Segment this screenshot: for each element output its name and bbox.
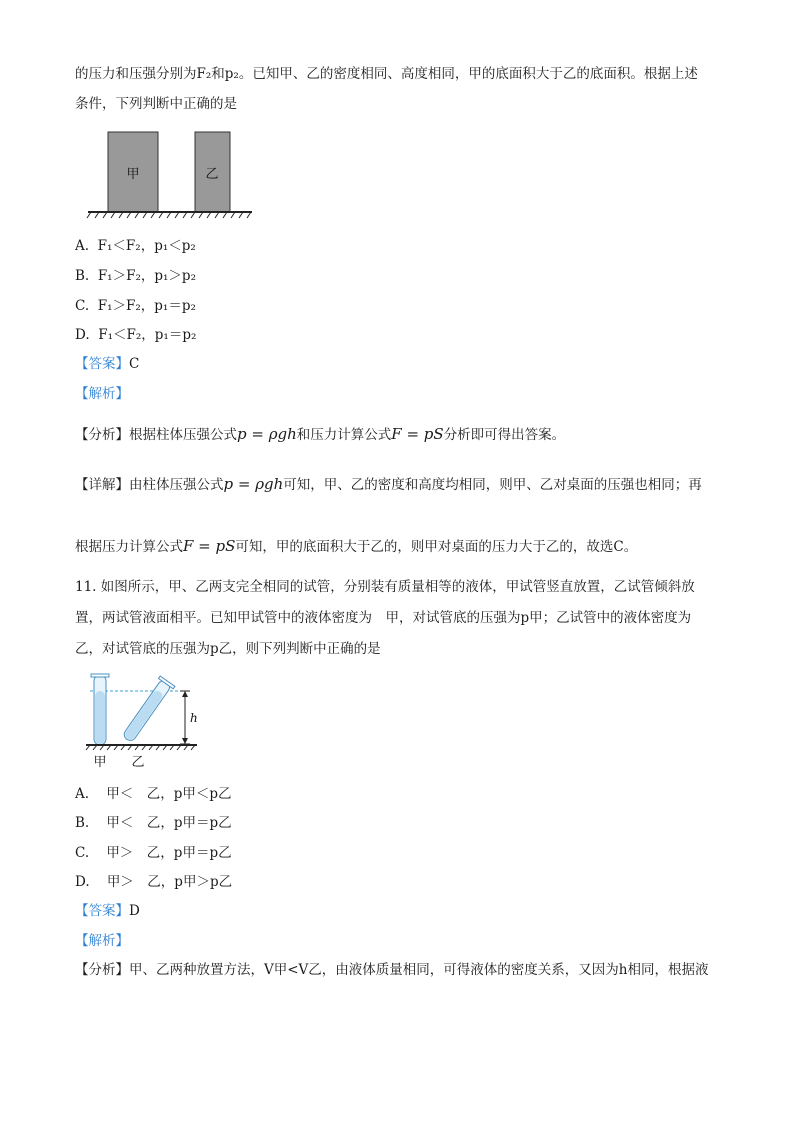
answer-tag: 【答案】 [75, 356, 129, 372]
answer-line [75, 901, 140, 921]
question-text-line: 条件，下列判断中正确的是 [75, 96, 237, 112]
question-11-line: 乙，对试管底的压强为p乙，则下列判断中正确的是 [75, 641, 381, 657]
question-11-line: 11. 如图所示，甲、乙两支完全相同的试管，分别装有质量相等的液体，甲试管竖直放置，乙试管倾斜放 [75, 579, 695, 595]
option-a: A. F₁＜F₂，p₁＜p₂ [75, 238, 196, 254]
fenxi-line: 【分析】根据柱体压强公式p = ρgh和压力计算公式F = pS分析即可得出答案。 [75, 425, 566, 443]
tube-label-jia: 甲 [93, 755, 107, 770]
test-tubes-figure [82, 670, 212, 770]
formula-pressure: p = ρgh [237, 425, 297, 443]
formula-pressure: p = ρgh [223, 475, 284, 493]
question-text-line: 的压力和压强分别为F₂和p₂。已知甲、乙的密度相同、高度相同，甲的底面积大于乙的底面积。根据上述 [75, 66, 698, 82]
detail-line-2: 根据压力计算公式F = pS可知，甲的底面积大于乙的，则甲对桌面的压力大于乙的，故选C。 [75, 537, 638, 555]
question-11-line: 置，两试管液面相平。已知甲试管中的液体密度为 甲，对试管底的压强为p甲；乙试管中的液体密度为 [75, 610, 692, 626]
detail-line: 【详解】由柱体压强公式p = ρgh可知，甲、乙的密度和高度均相同，则甲、乙对桌面的压强也相同；再 [75, 475, 702, 493]
answer-tag: 【答案】 [75, 903, 129, 919]
fenxi-line: 【分析】甲、乙两种放置方法，V甲<V乙，由液体质量相同，可得液体的密度关系，又因为h相同，根据液 [75, 962, 709, 978]
option-c: C. 甲＞ 乙，p甲＝p乙 [75, 845, 232, 861]
option-a: A. 甲＜ 乙，p甲＜p乙 [75, 786, 232, 802]
formula-force: F = pS [391, 425, 444, 443]
answer-value: C [129, 356, 140, 372]
option-b: B. 甲＜ 乙，p甲＝p乙 [75, 815, 232, 831]
answer-line [75, 354, 139, 374]
blocks-figure [85, 128, 255, 220]
option-d: D. 甲＞ 乙，p甲＞p乙 [75, 874, 233, 890]
option-c: C. F₁＞F₂，p₁＝p₂ [75, 298, 196, 314]
tube-label-yi: 乙 [131, 755, 145, 770]
block-label-jia: 甲 [126, 167, 140, 182]
analysis-tag: 【解析】 [75, 386, 129, 402]
formula-force: F = pS [183, 537, 236, 555]
answer-value: D [129, 903, 140, 919]
option-d: D. F₁＜F₂，p₁＝p₂ [75, 327, 197, 343]
height-label: h [190, 711, 198, 725]
analysis-tag: 【解析】 [75, 933, 129, 949]
block-label-yi: 乙 [205, 167, 219, 182]
option-b: B. F₁＞F₂，p₁＞p₂ [75, 268, 196, 284]
